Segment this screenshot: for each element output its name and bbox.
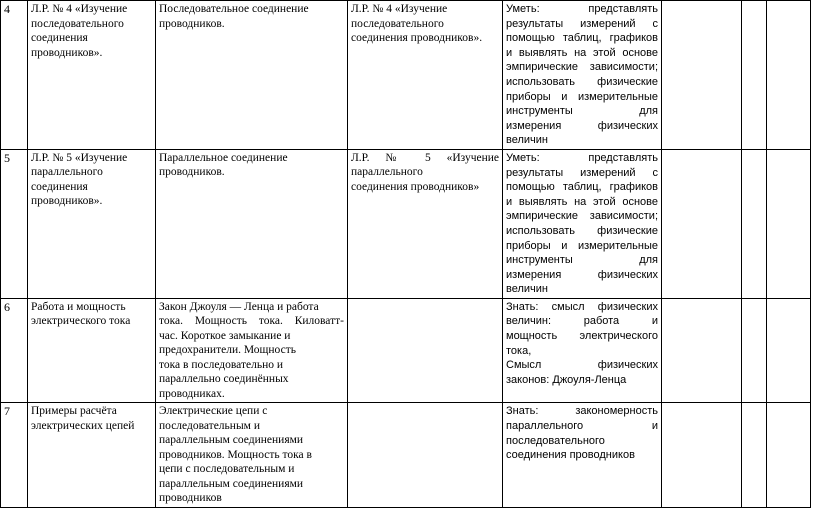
lab-line: соединения проводников»: [351, 180, 480, 193]
requirement-line: инструменты для: [506, 105, 658, 118]
lab-work: [348, 149, 503, 298]
content-line: предохранители. Мощность: [159, 344, 296, 357]
empty-cell: [662, 298, 742, 403]
empty-cell: [742, 403, 767, 508]
requirement-line: Смысл физических: [506, 359, 658, 372]
requirements: [503, 298, 662, 403]
lab-work: [348, 403, 503, 508]
content-line: тока в последовательно и: [159, 358, 284, 371]
table-row: [1, 298, 811, 403]
requirements: [503, 403, 662, 508]
lab-line: Л.Р. № 5 «Изучение: [351, 151, 499, 164]
content-line: Электрические цепи с: [159, 405, 268, 418]
requirement-line: измерения физических: [506, 268, 658, 281]
lesson-topic: Л.Р. № 5 «Изучение параллельного соединения проводников».: [28, 149, 156, 298]
requirement-line: и выявлять на этой основе: [506, 195, 658, 208]
requirement-line: последовательного: [506, 434, 605, 447]
content-line: параллельно соединённых: [159, 373, 289, 386]
lab-work: Л.Р. № 4 «Изучение последовательного соединения проводников».: [348, 1, 503, 150]
requirement-line: измерения физических: [506, 119, 658, 132]
lesson-topic: Работа и мощность электрического тока: [28, 298, 156, 403]
requirement-line: мощность электрического: [506, 330, 658, 343]
content-line: тока. Мощность тока. Киловатт-: [159, 315, 344, 328]
empty-cell: [742, 1, 767, 150]
content-line: параллельным соединениями: [159, 434, 304, 447]
empty-cell: [662, 1, 742, 150]
requirements: [503, 1, 662, 150]
requirement-line: использовать физические: [506, 75, 658, 88]
lesson-topic: Примеры расчёта электрических цепей: [28, 403, 156, 508]
empty-cell: [742, 298, 767, 403]
empty-cell: [767, 298, 811, 403]
requirement-line: эмпирические зависимости;: [506, 61, 658, 74]
content-line: проводников. Мощность тока в: [159, 448, 312, 461]
lesson-content: [156, 298, 348, 403]
content-line: цепи с последовательным и: [159, 463, 295, 476]
lab-work: [348, 298, 503, 403]
table-row: [1, 149, 811, 298]
requirement-line: приборы и измерительные: [506, 239, 658, 252]
lab-line: параллельного: [351, 166, 423, 179]
lesson-content: Последовательное соединение проводников.: [156, 1, 348, 150]
content-line: проводниках.: [159, 387, 225, 400]
requirement-line: эмпирические зависимости;: [506, 210, 658, 223]
lesson-number: 5: [1, 149, 28, 298]
requirement-line: результаты измерений с: [506, 17, 658, 30]
requirement-line: законов: Джоуля-Ленца: [506, 373, 627, 386]
requirement-line: величин: [506, 134, 548, 147]
empty-cell: [767, 403, 811, 508]
content-line: параллельным соединениями: [159, 477, 304, 490]
requirement-line: и выявлять на этой основе: [506, 46, 658, 59]
content-line: последовательным и: [159, 419, 260, 432]
lesson-number: 7: [1, 403, 28, 508]
requirement-line: приборы и измерительные: [506, 90, 658, 103]
empty-cell: [662, 403, 742, 508]
requirement-line: Уметь: представлять: [506, 151, 658, 164]
requirement-line: Знать: смысл физических: [506, 300, 658, 313]
requirement-line: параллельного и: [506, 419, 658, 432]
empty-cell: [662, 149, 742, 298]
table-row: [1, 403, 811, 508]
requirement-line: соединения проводников: [506, 449, 635, 462]
requirement-line: Знать: закономерность: [506, 405, 658, 418]
content-line: час. Короткое замыкание и: [159, 329, 291, 342]
lesson-topic: Л.Р. № 4 «Изучение последовательного соединения проводников».: [28, 1, 156, 150]
requirement-line: Уметь: представлять: [506, 3, 658, 15]
requirement-line: инструменты для: [506, 254, 658, 267]
requirements: [503, 149, 662, 298]
lesson-content: Параллельное соединение проводников.: [156, 149, 348, 298]
requirement-line: величин: работа и: [506, 315, 658, 328]
requirement-line: величин: [506, 283, 548, 296]
table-row: [1, 1, 811, 150]
empty-cell: [742, 149, 767, 298]
lesson-content: [156, 403, 348, 508]
content-line: Закон Джоуля — Ленца и работа: [159, 300, 319, 313]
lesson-number: 4: [1, 1, 28, 150]
content-line: проводников: [159, 492, 222, 505]
requirement-line: результаты измерений с: [506, 166, 658, 179]
empty-cell: [767, 149, 811, 298]
requirement-line: использовать физические: [506, 224, 658, 237]
requirement-line: помощью таблиц, графиков: [506, 181, 658, 194]
requirement-line: тока,: [506, 344, 532, 357]
requirement-line: помощью таблиц, графиков: [506, 32, 658, 45]
lesson-number: 6: [1, 298, 28, 403]
empty-cell: [767, 1, 811, 150]
